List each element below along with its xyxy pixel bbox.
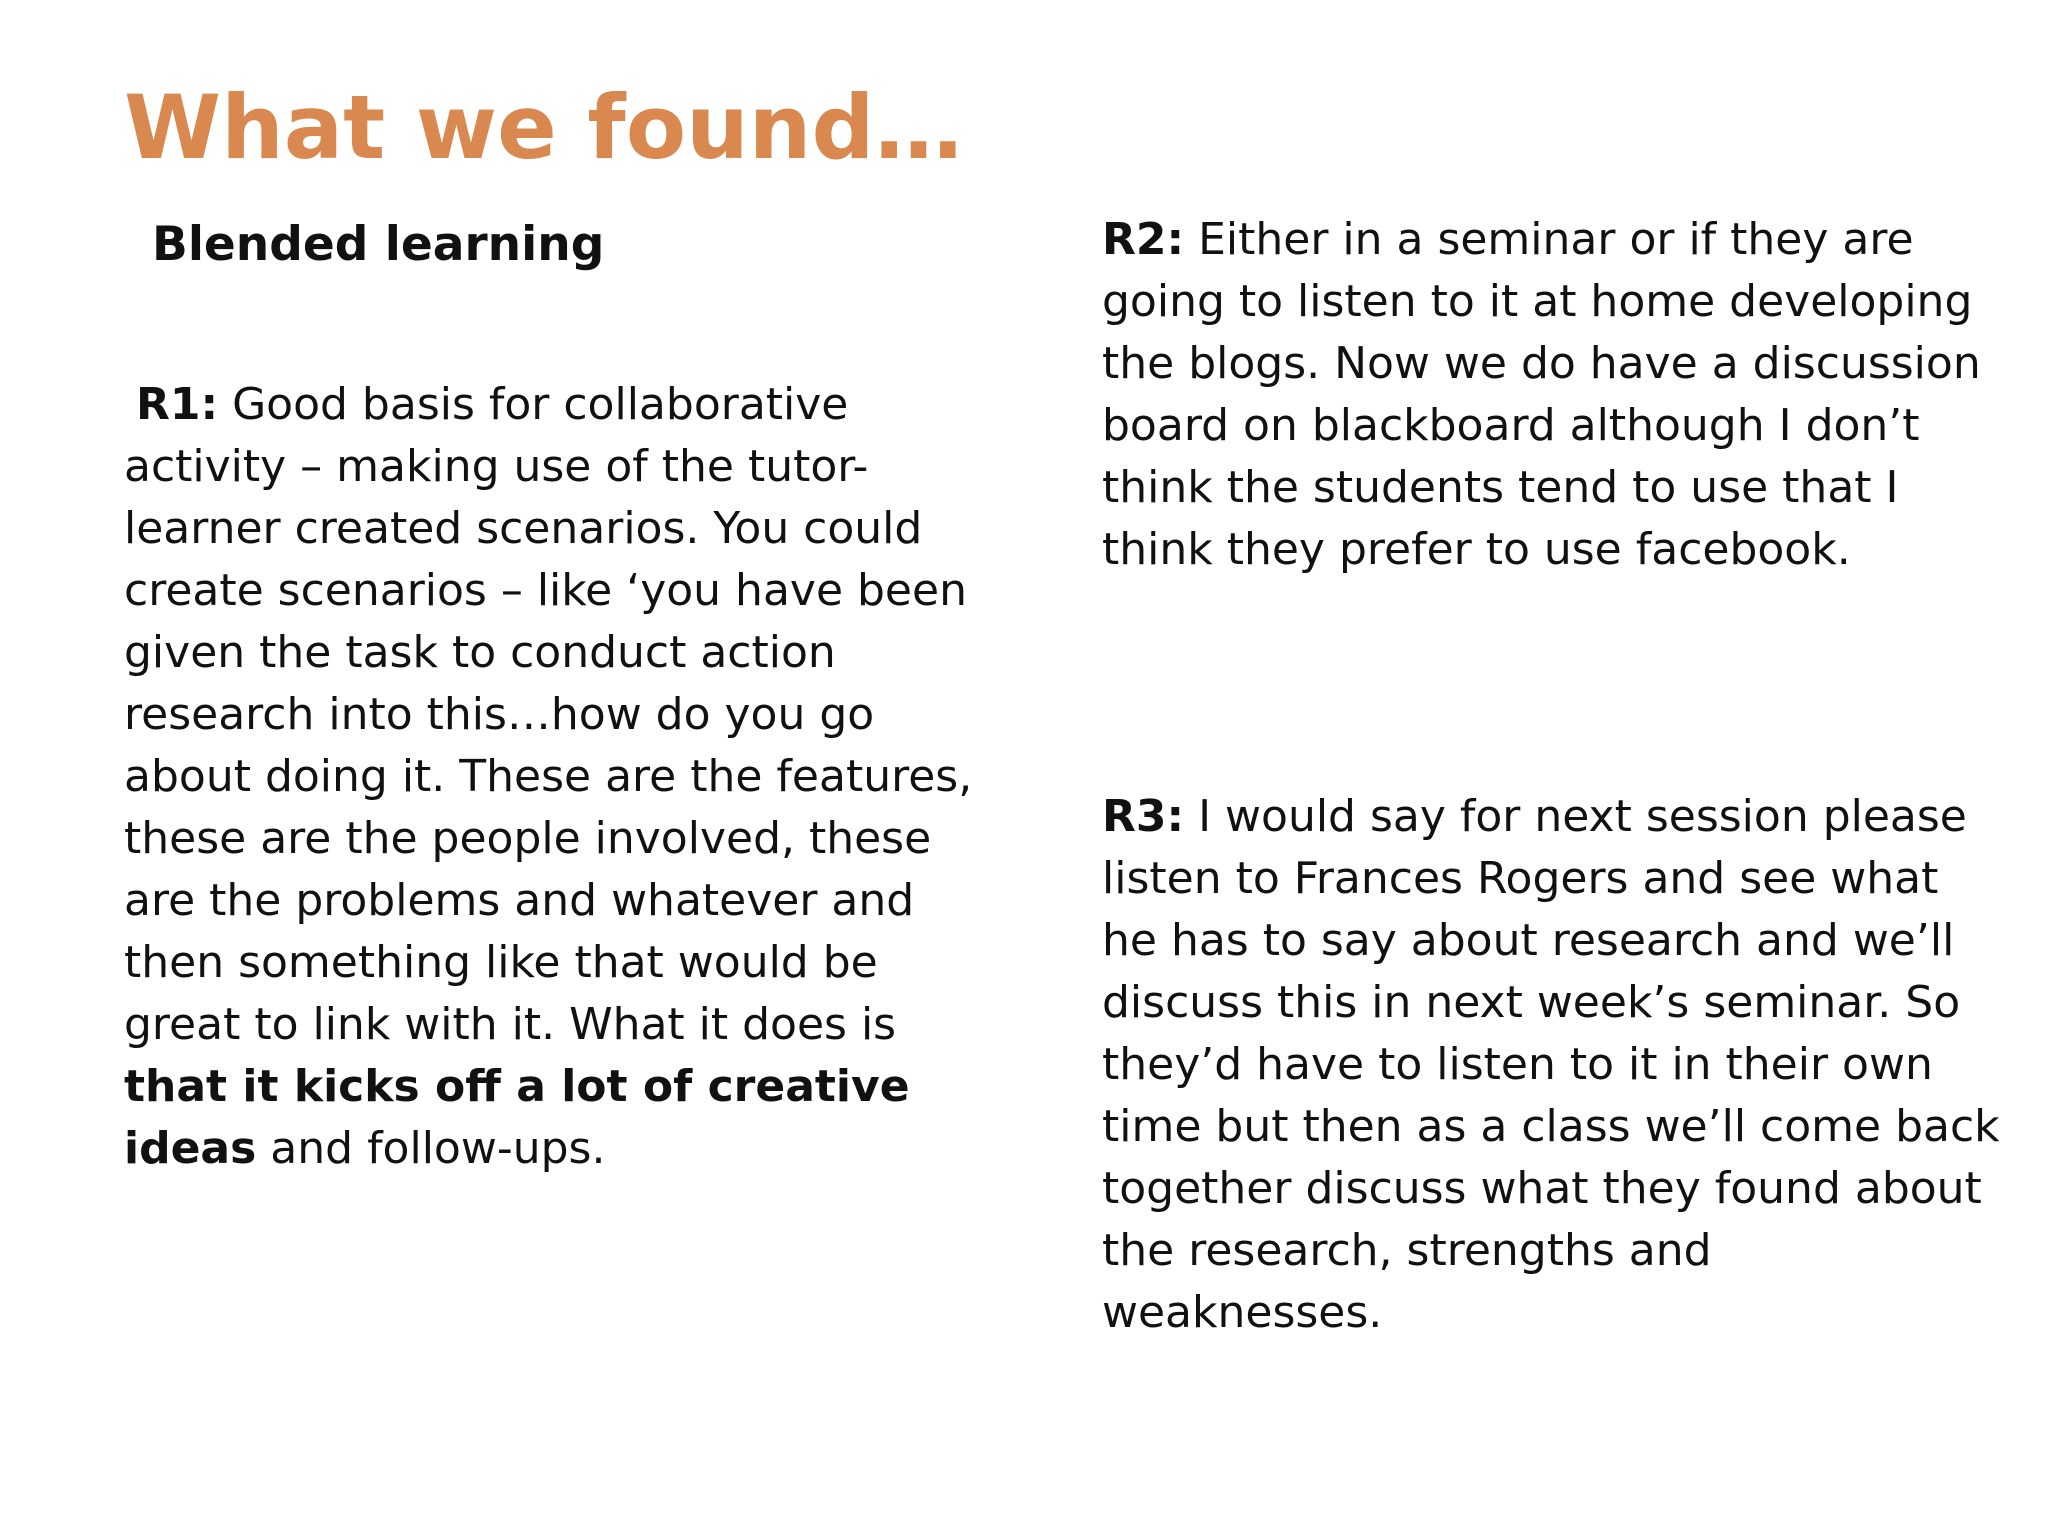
quote-r1-emphasis: that it kicks off a lot of creative ideas bbox=[124, 1061, 910, 1174]
quote-r1-label: R1: bbox=[136, 379, 219, 430]
quote-r2-text: Either in a seminar or if they are going to listen to it at home developing the blogs. Now we do have a discussion board on blackboard although I don’t think the students tend to use that I think they prefer to use facebook. bbox=[1102, 214, 1981, 575]
quote-r1-text: Good basis for collaborative activity – making use of the tutor-learner created scenarios. You could create scenarios – like ‘you have been given the task to conduct action research into this…how do you go about doing it. These are the features, these are the people involved, these are the problems and whatever and then something like that would be great to link with it. What it does is bbox=[124, 379, 973, 1050]
quote-r2 bbox=[1102, 209, 2002, 581]
quote-r3-label: R3: bbox=[1102, 791, 1185, 842]
quote-r1-text-end: and follow-ups. bbox=[256, 1123, 606, 1174]
quote-r1 bbox=[124, 374, 1004, 1180]
quote-r3 bbox=[1102, 786, 2002, 1344]
quote-r1-label-wrap bbox=[124, 379, 218, 430]
quote-r2-label: R2: bbox=[1102, 214, 1185, 265]
section-subheading: Blended learning bbox=[152, 217, 605, 272]
slide-title: What we found… bbox=[124, 76, 963, 179]
quote-r3-text: I would say for next session please listen to Frances Rogers and see what he has to say about research and we’ll discuss this in next week’s seminar. So they’d have to listen to it in their own time but then as a class we’ll come back together discuss what they found about the research, strengths and weaknesses. bbox=[1102, 791, 2000, 1338]
